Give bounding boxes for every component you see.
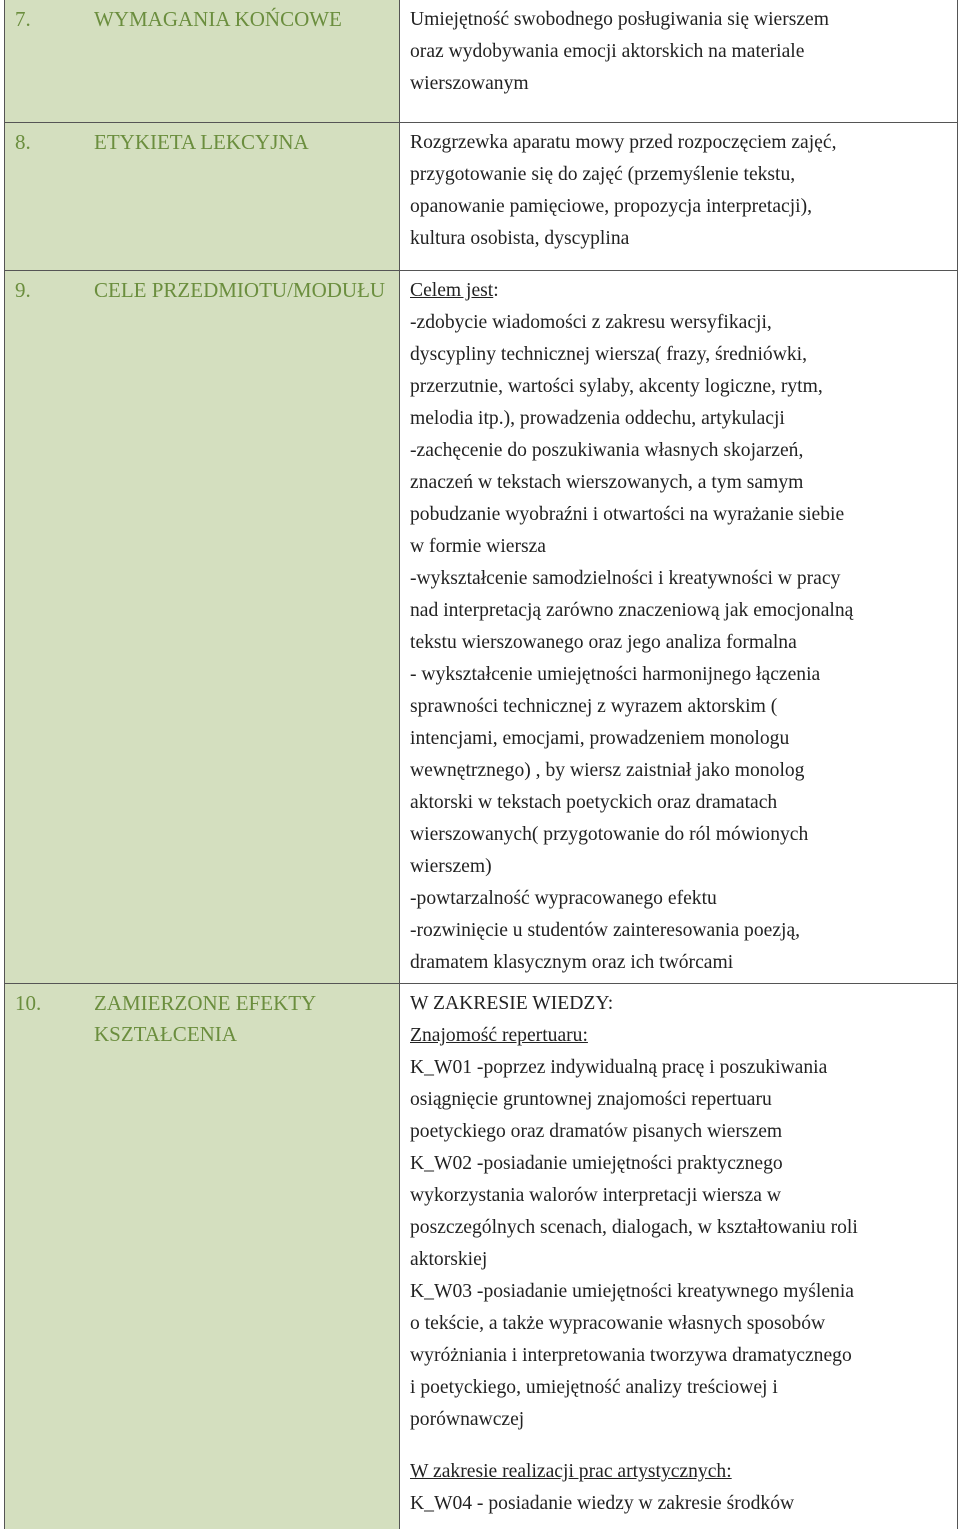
table-row (5, 122, 957, 270)
text-line: osiągnięcie gruntownej znajomości repertuaru (410, 1089, 772, 1110)
text-line: znaczeń w tekstach wierszowanych, a tym samym (410, 472, 804, 493)
text-line: porównawczej (410, 1409, 525, 1430)
row-label-cell (5, 123, 400, 270)
row-label: WYMAGANIA KOŃCOWE (94, 7, 342, 31)
row-number: 10. (15, 991, 42, 1015)
text-line: wierszowanych( przygotowanie do ról mówionych (410, 824, 809, 845)
text-line: oraz wydobywania emocji aktorskich na materiale (410, 41, 805, 62)
text-line: aktorski w tekstach poetyckich oraz dramatach (410, 792, 778, 813)
table-row (5, 0, 957, 122)
row-content (410, 988, 955, 1520)
repertoire-subtitle: Znajomość repertuaru: (410, 1025, 588, 1046)
text-line: wewnętrznego) , by wiersz zaistniał jako monolog (410, 760, 805, 781)
artistic-section-title: W zakresie realizacji prac artystycznych: (410, 1461, 732, 1482)
text-line: melodia itp.), prowadzenia oddechu, artykulacji (410, 408, 785, 429)
row-label-cell (5, 984, 400, 1529)
row-label-cell (5, 271, 400, 983)
text-line: K_W01 -poprzez indywidualną pracę i poszukiwania (410, 1057, 828, 1078)
row-label-cell (5, 0, 400, 122)
text-line: pobudzanie wyobraźni i otwartości na wyrażanie siebie (410, 504, 845, 525)
text-line: w formie wiersza (410, 536, 547, 557)
text-line: opanowanie pamięciowe, propozycja interpretacji), (410, 196, 813, 217)
row-content (410, 4, 955, 100)
text-line: wykorzystania walorów interpretacji wiersza w (410, 1185, 782, 1206)
goals-heading-text: Celem jest (410, 280, 494, 301)
table-row (5, 983, 957, 1529)
text-line: intencjami, emocjami, prowadzeniem monologu (410, 728, 790, 749)
text-line: dramatem klasycznym oraz ich twórcami (410, 952, 734, 973)
text-line: -wykształcenie samodzielności i kreatywności w pracy (410, 568, 841, 589)
row-label: ETYKIETA LEKCYJNA (94, 130, 309, 154)
row-content (410, 127, 955, 255)
text-line: -zachęcenie do poszukiwania własnych skojarzeń, (410, 440, 804, 461)
text-line: - wykształcenie umiejętności harmonijnego łączenia (410, 664, 821, 685)
table-row (5, 270, 957, 983)
text-line: dyscypliny technicznej wiersza( frazy, średniówki, (410, 344, 807, 365)
text-line: wyróżniania i interpretowania tworzywa dramatycznego (410, 1345, 852, 1366)
text-line: K_W02 -posiadanie umiejętności praktycznego (410, 1153, 783, 1174)
row-content (410, 275, 955, 979)
text-line: przygotowanie się do zajęć (przemyślenie tekstu, (410, 164, 796, 185)
row-label: ZAMIERZONE EFEKTY KSZTAŁCENIA (94, 991, 316, 1046)
text-line: -powtarzalność wypracowanego efektu (410, 888, 717, 909)
text-line: Rozgrzewka aparatu mowy przed rozpoczęciem zajęć, (410, 132, 837, 153)
text-line: tekstu wierszowanego oraz jego analiza formalna (410, 632, 797, 653)
text-line: poetyckiego oraz dramatów pisanych wierszem (410, 1121, 783, 1142)
text-line: K_W04 - posiadanie wiedzy w zakresie środków (410, 1493, 795, 1514)
text-line: wierszowanym (410, 73, 529, 94)
text-line: poszczególnych scenach, dialogach, w kształtowaniu roli (410, 1217, 858, 1238)
row-number: 7. (15, 7, 31, 31)
knowledge-section-title: W ZAKRESIE WIEDZY: (410, 993, 614, 1014)
text-line: -zdobycie wiadomości z zakresu wersyfikacji, (410, 312, 772, 333)
text-line: -rozwinięcie u studentów zainteresowania poezją, (410, 920, 801, 941)
text-line: nad interpretacją zarówno znaczeniową jak emocjonalną (410, 600, 854, 621)
text-line: kultura osobista, dyscyplina (410, 228, 630, 249)
text-line: K_W03 -posiadanie umiejętności kreatywnego myślenia (410, 1281, 854, 1302)
text-line: i poetyckiego, umiejętność analizy treściowej i (410, 1377, 778, 1398)
row-number: 8. (15, 130, 31, 154)
goals-heading (410, 275, 955, 307)
text-line: sprawności technicznej z wyrazem aktorskim ( (410, 696, 778, 717)
text-line: Umiejętność swobodnego posługiwania się wierszem (410, 9, 829, 30)
goals-heading-colon: : (493, 280, 499, 301)
row-label: CELE PRZEDMIOTU/MODUŁU (94, 278, 386, 302)
text-line: aktorskiej (410, 1249, 488, 1270)
course-table (4, 0, 958, 1529)
text-line: o tekście, a także wypracowanie własnych sposobów (410, 1313, 826, 1334)
text-line: wierszem) (410, 856, 492, 877)
row-number: 9. (15, 278, 31, 302)
text-line: przerzutnie, wartości sylaby, akcenty logiczne, rytm, (410, 376, 823, 397)
